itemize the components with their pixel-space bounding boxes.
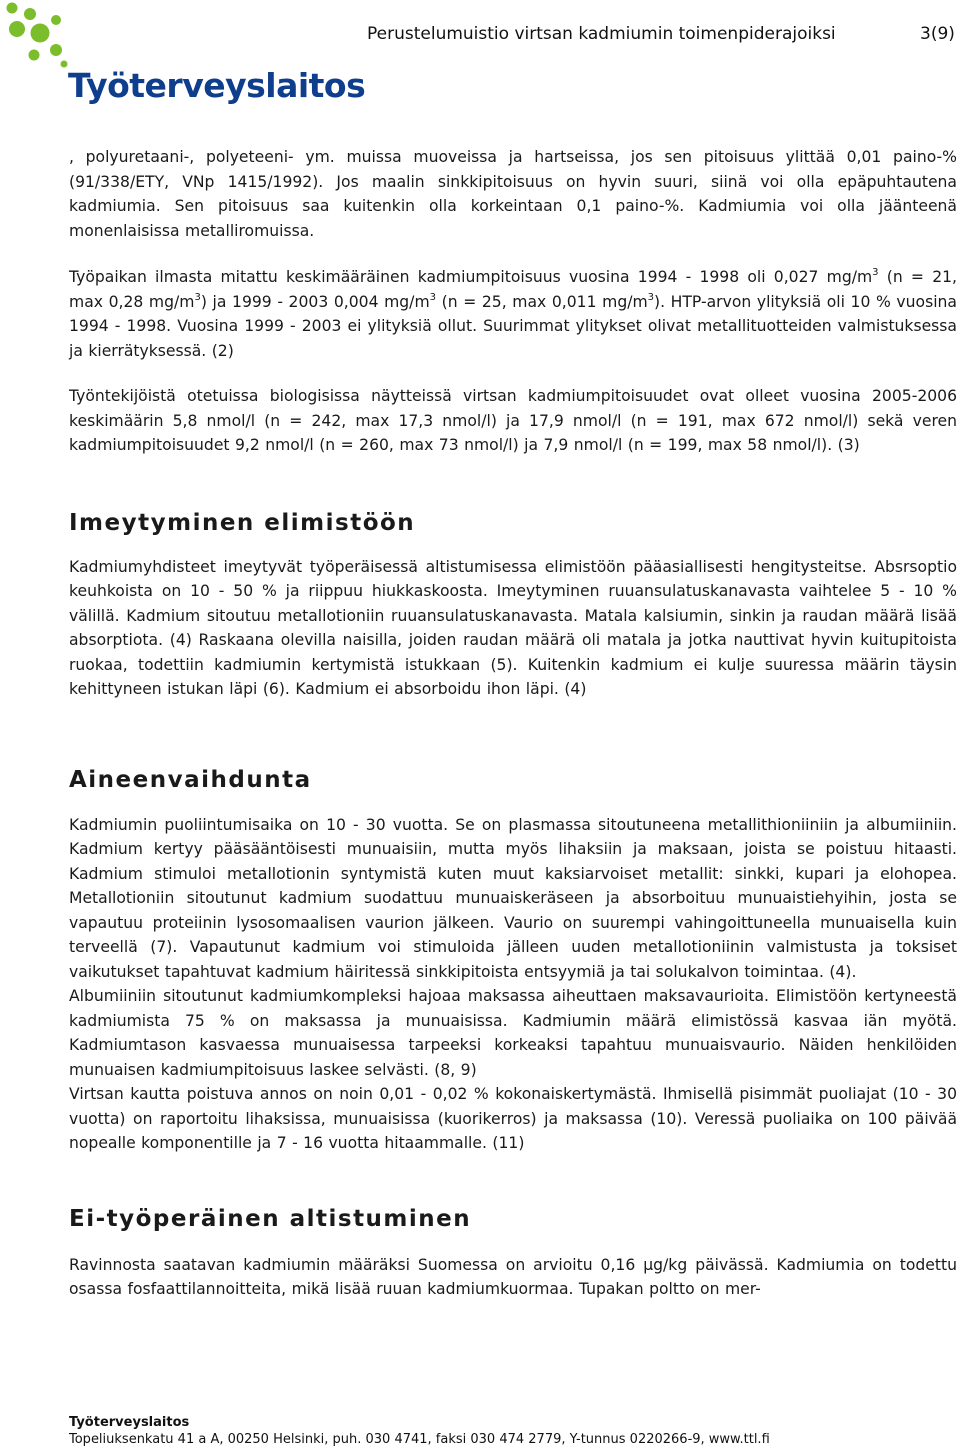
- paragraph-aineenvaihdunta-2: Albumiiniin sitoutunut kadmiumkompleksi hajoaa maksassa aiheuttaen maksavaurioita. Elimistöön kertyneestä kadmiumista 75 % on maksassa ja munuaisissa. Kadmiumin määrä elimistössä kasvaa iän myötä. Kadmiumtason kasvaessa munuaisessa tarpeeksi korkeaksi tapahtuu munuaisvaurio. Näiden henkilöiden munuaisen kadmiumpitoisuus laskee selvästi. (8, 9): [69, 987, 957, 1079]
- air-text-2: (n = 21, max 0,28 mg/m: [69, 268, 958, 311]
- air-text-5: ). HTP-arvon ylityksiä oli 10 % vuosina 1994 - 1998. Vuosina 1999 - 2003 ei ylityksiä ollut. Suurimmat ylitykset olivat metallituotteiden valmistuksessa ja kierrätyksessä. (2): [69, 292, 957, 360]
- footer-address: Topeliuksenkatu 41 a A, 00250 Helsinki, puh. 030 4741, faksi 030 474 2779, Y-tunnus 0220266-9, www.ttl.fi: [69, 1432, 770, 1447]
- heading-imeytyminen: Imeytyminen elimistöön: [69, 509, 416, 536]
- heading-ei-tyoperainen: Ei-työperäinen altistuminen: [69, 1205, 472, 1232]
- superscript-3: 3: [429, 291, 437, 303]
- ttl-logo-icon: [0, 0, 70, 72]
- paragraph-intro: , polyuretaani-, polyeteeni- ym. muissa muoveissa ja hartseissa, jos sen pitoisuus ylittää 0,01 paino-% (91/338/ETY, VNp 1415/1992). Jos maalin sinkkipitoisuus on hyvin suuri, siinä voi olla epäpuhtautena kadmiumia. Sen pitoisuus saa kuitenkin olla korkeintaan 0,1 paino-%. Kadmiumia voi olla jäänteenä monenlaisissa metalliromuissa.: [69, 148, 957, 240]
- document-body: [69, 145, 957, 1302]
- footer-organization: Työterveyslaitos: [69, 1415, 190, 1430]
- heading-aineenvaihdunta: Aineenvaihdunta: [69, 766, 312, 793]
- page-number: 3(9): [920, 24, 955, 44]
- superscript-1: 3: [872, 267, 879, 278]
- paragraph-aineenvaihdunta-3: Virtsan kautta poistuva annos on noin 0,01 - 0,02 % kokonaiskertymästä. Ihmisellä pisimmät puoliajat (10 - 30 vuotta) on raportoitu lihaksissa, munuaisissa (kuorikerros) ja maksassa (10). Veressä puoliaika on 100 päivää nopealle komponentille ja 7 - 16 vuotta hitaammalle. (11): [69, 1085, 957, 1152]
- document-title: Perustelumuistio virtsan kadmiumin toimenpiderajoiksi: [367, 24, 836, 44]
- paragraph-ei-tyoperainen: Ravinnosta saatavan kadmiumin määräksi Suomessa on arvioitu 0,16 µg/kg päivässä. Kadmiumia on todettu osassa fosfaattilannoitteita, mikä lisää ruuan kadmiumkuormaa. Tupakan poltto on mer-: [69, 1255, 957, 1298]
- superscript-2: 3: [194, 291, 201, 303]
- paragraph-aineenvaihdunta-1: Kadmiumin puoliintumisaika on 10 - 30 vuotta. Se on plasmassa sitoutuneena metallithioniiniin ja albumiiniin. Kadmium kertyy pääsääntöisesti munuaisiin, mutta myös lihaksiin ja maksaan, joista se poistuu hitaasti. Kadmium stimuloi metallotionin syntymistä kuten muut kaksiarvoiset metallit: sinkki, kupari ja elohopea. Metallotioniin sitoutunut kadmium suodattuu munuaiskeräseen ja absorboituu munuaistiehyihin, josta se vapautuu proteiinin lysosomaalisen vaurion jälkeen. Vaurio on suurempi vahingoittuneella munuaisella kuin terveellä (7). Vapautunut kadmium voi stimuloida jälleen uuden metallotioniinin valmistusta ja toksiset vaikutukset tapahtuvat kadmium häiritessä sinkkipitoista entsyymiä ja tai solukalvon toimintaa. (4).: [69, 815, 957, 981]
- paragraph-air-concentration: [69, 265, 957, 363]
- air-text-1: Työpaikan ilmasta mitattu keskimääräinen kadmiumpitoisuus vuosina 1994 - 1998 oli 0,027 mg/m: [69, 268, 873, 286]
- logo-wordmark: Työterveyslaitos: [68, 66, 366, 105]
- page-footer: [69, 1414, 770, 1448]
- paragraph-imeytyminen: Kadmiumyhdisteet imeytyvät työperäisessä altistumisessa elimistöön pääasiallisesti hengitysteitse. Absrsoptio keuhkoista on 10 - 50 % ja riippuu hiukkaskoosta. Imeytyminen ruuansulatuskanavasta vaihtelee 5 - 10 % välillä. Kadmium sitoutuu metallotioniin ruuansulatuskanavasta. Matala kalsiumin, sinkin ja raudan määrä lisää absorptiota. (4) Raskaana olevilla naisilla, joiden raudan määrä oli matala ja jotka nauttivat hyvin kuitupitoista ruokaa, todettiin kadmiumin kertymistä istukkaan (5). Kuitenkin kadmium ei kulje suuressa määrin täysin kehittyneen istukan läpi (6). Kadmium ei absorboidu ihon läpi. (4): [69, 557, 957, 698]
- air-text-3: ) ja 1999 - 2003 0,004 mg/m: [200, 292, 430, 311]
- paragraph-biological-samples: Työntekijöistä otetuissa biologisissa näytteissä virtsan kadmiumpitoisuudet ovat olleet vuosina 2005-2006 keskimäärin 5,8 nmol/l (n = 242, max 17,3 nmol/l) ja 17,9 nmol/l (n = 191, max 672 nmol/l) sekä veren kadmiumpitoisuudet 9,2 nmol/l (n = 260, max 73 nmol/l) ja 7,9 nmol/l (n = 199, max 58 nmol/l). (3): [69, 387, 957, 454]
- air-text-4: (n = 25, max 0,011 mg/m: [436, 292, 648, 311]
- superscript-4: 3: [647, 291, 655, 303]
- section-aineenvaihdunta: [69, 813, 957, 1156]
